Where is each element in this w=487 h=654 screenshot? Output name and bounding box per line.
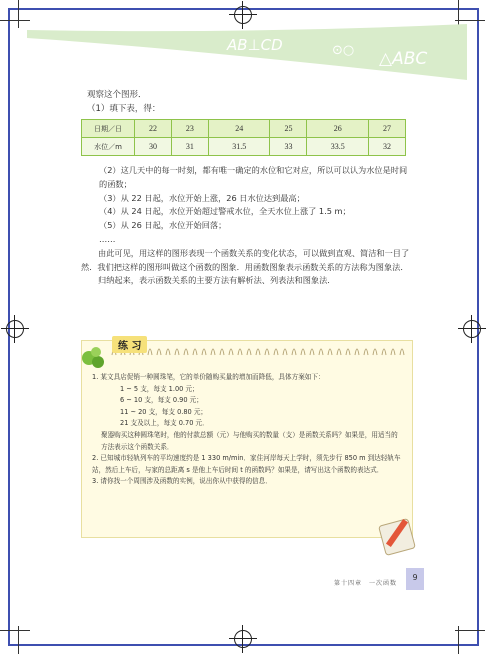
registration-mark-top [234,6,252,24]
intro-block [87,88,160,116]
banner-triangle: △ABC [379,49,428,69]
table-cell: 27 [369,120,406,138]
paragraph-graph-method: 由此可见，用这样的图形表现一个函数关系的变化状态，可以做到直观、简洁和一目了然．我们把这样的图形叫做这个函数的图象．用函数图象表示函数关系的方法称为图象法． [81,247,410,272]
table-cell: 25 [270,120,307,138]
registration-mark-bottom [234,630,252,648]
crop-mark-tl2 [0,20,30,21]
header-banner [27,24,467,80]
table-cell: 32 [369,138,406,156]
table-cell: 31.5 [208,138,270,156]
table-cell: 26 [307,120,369,138]
price-tier: 1 ~ 5 支，每支 1.00 元； [120,384,199,393]
table-cell: 24 [208,120,270,138]
question-1: 1. 某文具店促销一种圆珠笔，它的单价随购买量的增加而降低，具体方案如下： [92,373,325,381]
paragraph-summary: 归纳起来，表示函数关系的主要方法有解析法、列表法和图象法． [98,275,336,286]
question-2: 2. 已知城市轻轨列车的平均速度约是 1 330 m/min．家住河岸每天上学时，须先步行 850 m 到达轻轨车站，然后上车后，与家的总距离 s 是他上车后时间 t 的函数吗？如果是，请写出这个函数的表达式． [92,454,401,474]
table-row-date [82,120,406,138]
answer-5: （5）从 26 日起，水位开始回落； [99,220,227,231]
intro-line-1: 观察这个图形． [87,90,147,100]
crop-mark-br2 [455,630,485,631]
table-cell: 水位／m [82,138,135,156]
answers-block [81,164,411,288]
registration-mark-right [463,320,481,338]
table-cell: 33.5 [307,138,369,156]
crop-mark-tl [18,0,19,28]
registration-mark-left [6,320,24,338]
crop-mark-tr2 [455,20,485,21]
crop-mark-bl2 [0,630,30,631]
exercise-text [92,372,404,488]
table-row-level [82,138,406,156]
notebook-pencil-icon [376,514,424,558]
intro-line-2: （1）填下表，得： [87,104,161,114]
price-tier: 21 支及以上，每支 0.70 元． [120,419,209,428]
page-number: 9 [406,568,424,590]
answer-3: （3）从 22 日起，水位开始上涨，26 日水位达到最高； [99,192,305,203]
table-cell: 22 [135,120,172,138]
price-tier: 6 ~ 10 支，每支 0.90 元； [120,396,203,405]
question-3: 3. 请你找一个周围涉及函数的实例，说出你从中获得的信息． [92,477,272,486]
ellipsis: …… [99,233,116,244]
table-cell: 30 [135,138,172,156]
price-tier: 11 ~ 20 支，每支 0.80 元； [120,407,208,416]
exercise-title: 练 习 [112,336,147,353]
answer-2: （2）这几天中的每一时刻，都有唯一确定的水位和它对应，所以可以认为水位是时间的函数； [99,165,408,189]
table-cell: 33 [270,138,307,156]
question-1-continued: 聚器购买这种圆珠笔时，他的付款总额（元）与他购买的数量（支）是函数关系吗？如果是，用适当的方法表示这个函数关系． [101,430,398,451]
banner-formula: AB⊥CD [227,36,283,54]
banner-symbol: ⊙○ [332,43,355,58]
water-level-table [81,119,406,156]
table-cell: 日期／日 [82,120,135,138]
chapter-footer: 第十四章 一次函数 [334,580,398,587]
table-cell: 31 [171,138,208,156]
grape-icon [80,342,108,370]
table-cell: 23 [171,120,208,138]
answer-4: （4）从 24 日起，水位开始超过警戒水位，全天水位上涨了 1.5 m； [99,206,351,217]
